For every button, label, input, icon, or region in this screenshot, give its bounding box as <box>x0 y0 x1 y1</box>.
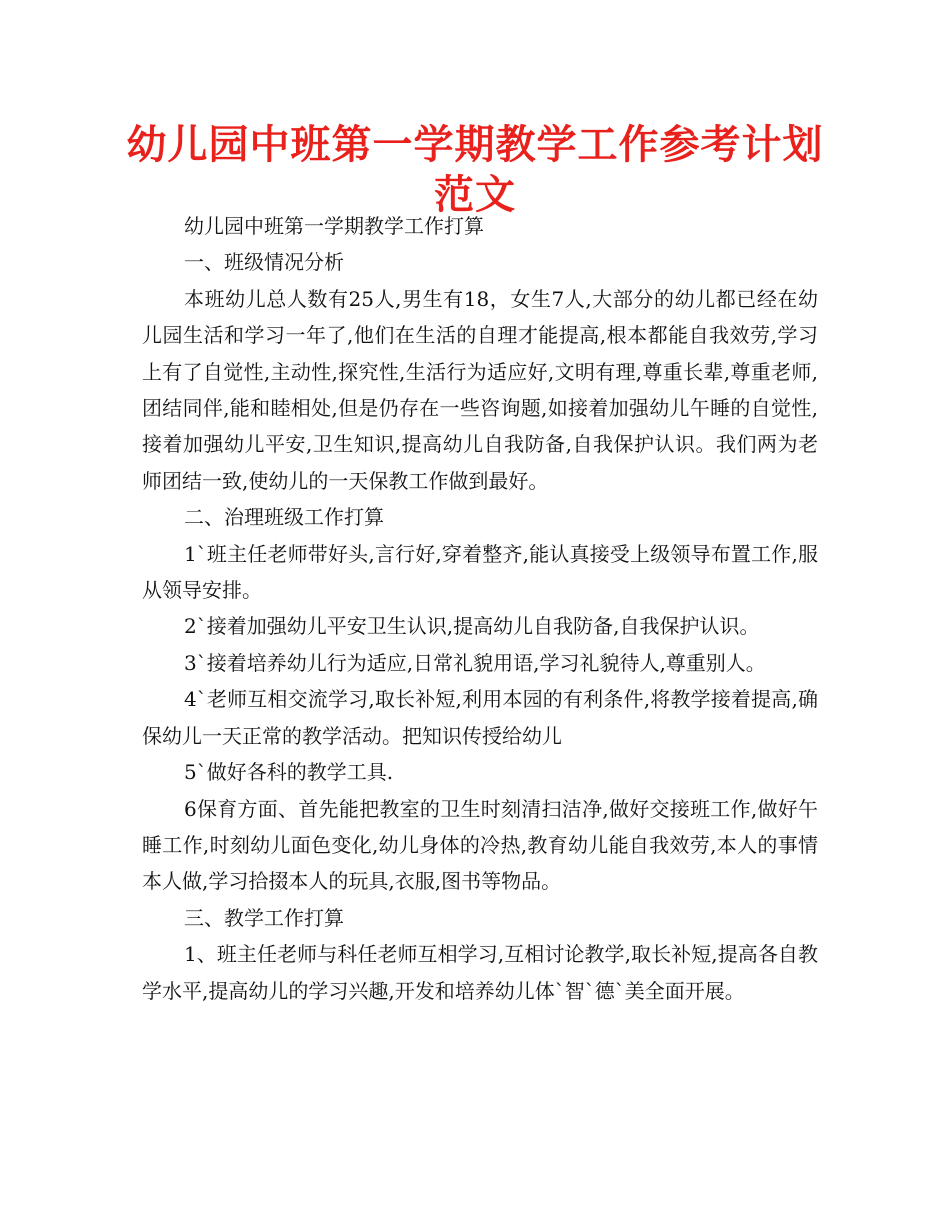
list-item-management-1: 1`班主任老师带好头,言行好,穿着整齐,能认真接受上级领导布置工作,服从领导安排。 <box>142 541 818 603</box>
paragraph-class-analysis: 本班幼儿总人数有25人,男生有18，女生7人,大部分的幼儿都已经在幼儿园生活和学习一年了,他们在生活的自理才能提高,根本都能自我效劳,学习上有了自觉性,主动性,探究性,生活行为适应好,文明有理,尊重长辈,尊重老师,团结同伴,能和睦相处,但是仍存在一些咨询题,如接着加强幼儿午睡的自觉性,接着加强幼儿平安,卫生知识,提高幼儿自我防备,自我保护认识。我们两为老师团结一致,使幼儿的一天保教工作做到最好。 <box>142 286 818 493</box>
document-body <box>142 208 818 1009</box>
document-title: 幼儿园中班第一学期教学工作参考计划范文 <box>126 122 824 218</box>
list-item-management-2: 2`接着加强幼儿平安卫生认识,提高幼儿自我防备,自我保护认识。 <box>184 614 760 639</box>
section-heading-teaching-plan: 三、教学工作打算 <box>184 905 344 930</box>
list-item-management-4: 4`老师互相交流学习,取长补短,利用本园的有利条件,将教学接着提高,确保幼儿一天正常的教学活动。把知识传授给幼儿 <box>142 687 818 748</box>
list-item-management-5: 5`做好各科的教学工具. <box>184 760 394 785</box>
section-heading-class-management: 二、治理班级工作打算 <box>184 505 384 530</box>
list-item-management-6: 6保育方面、首先能把教室的卫生时刻清扫洁净,做好交接班工作,做好午睡工作,时刻幼儿面色变化,幼儿身体的冷热,教育幼儿能自我效劳,本人的事情本人做,学习拾掇本人的玩具,衣服,图书等物品。 <box>142 796 818 894</box>
paragraph-subtitle: 幼儿园中班第一学期教学工作打算 <box>184 214 484 238</box>
list-item-management-3: 3`接着培养幼儿行为适应,日常礼貌用语,学习礼貌待人,尊重别人。 <box>184 650 766 675</box>
list-item-teaching-1: 1、班主任老师与科任老师互相学习,互相讨论教学,取长补短,提高各自教学水平,提高幼儿的学习兴趣,开发和培养幼儿体`智`德`美全面开展。 <box>142 942 818 1003</box>
section-heading-class-analysis: 一、班级情况分析 <box>184 250 344 275</box>
